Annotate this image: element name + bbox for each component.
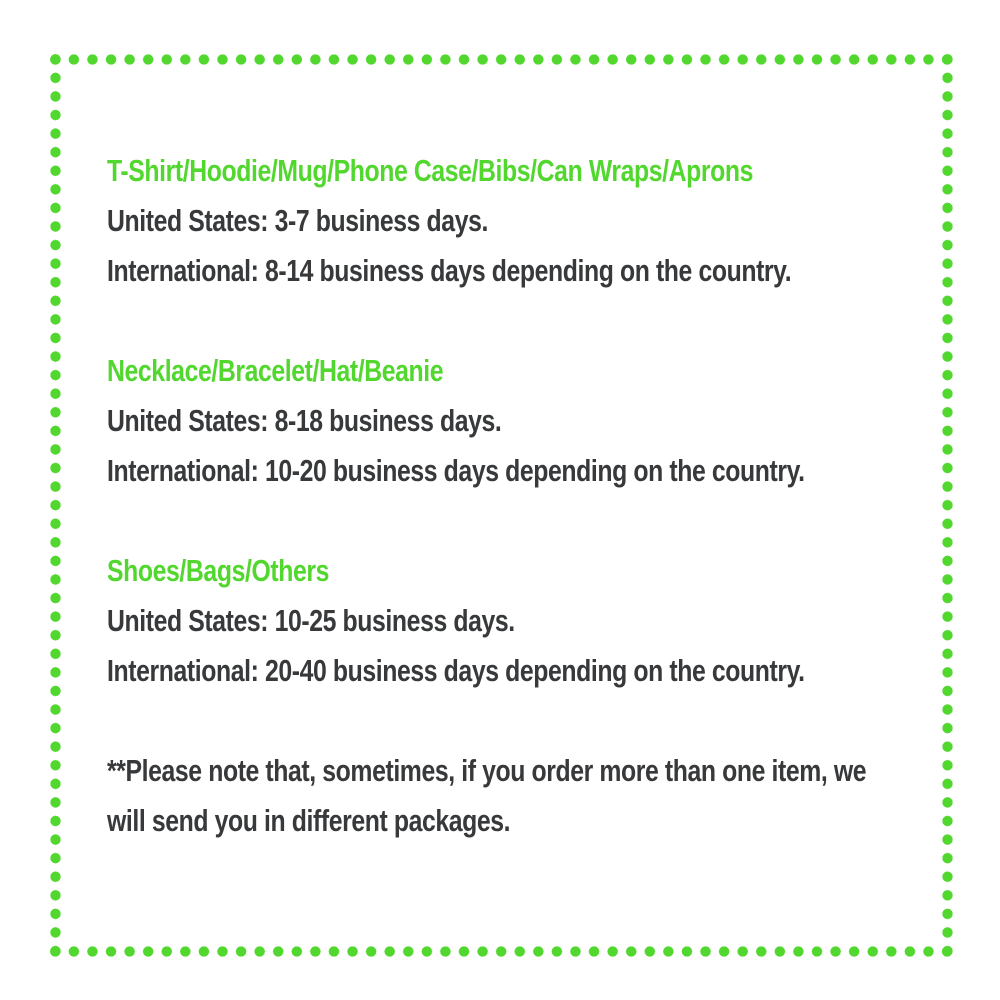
dotted-border-top xyxy=(46,54,957,65)
shipping-line-us: United States: 10-25 business days. xyxy=(107,603,515,638)
note-line: **Please note that, sometimes, if you order more than one item, we xyxy=(107,753,867,788)
shipping-section-apparel xyxy=(107,146,1000,296)
dotted-border-bottom xyxy=(46,946,957,957)
shipping-line-intl: International: 8-14 business days depending on the country. xyxy=(107,253,792,288)
shipping-section-accessories xyxy=(107,346,1000,496)
section-heading: Shoes/Bags/Others xyxy=(107,553,329,588)
shipping-line-us: United States: 8-18 business days. xyxy=(107,403,502,438)
shipping-line-intl: International: 20-40 business days depending on the country. xyxy=(107,653,805,688)
dotted-border-left xyxy=(50,50,61,961)
shipping-line-us: United States: 3-7 business days. xyxy=(107,203,488,238)
section-heading: T-Shirt/Hoodie/Mug/Phone Case/Bibs/Can Wraps/Aprons xyxy=(107,153,754,188)
shipping-section-shoes-bags xyxy=(107,546,1000,696)
section-heading: Necklace/Bracelet/Hat/Beanie xyxy=(107,353,444,388)
note-line: will send you in different packages. xyxy=(107,803,511,838)
packages-note xyxy=(107,746,1000,846)
shipping-line-intl: International: 10-20 business days depending on the country. xyxy=(107,453,805,488)
shipping-info-content xyxy=(107,146,1000,846)
